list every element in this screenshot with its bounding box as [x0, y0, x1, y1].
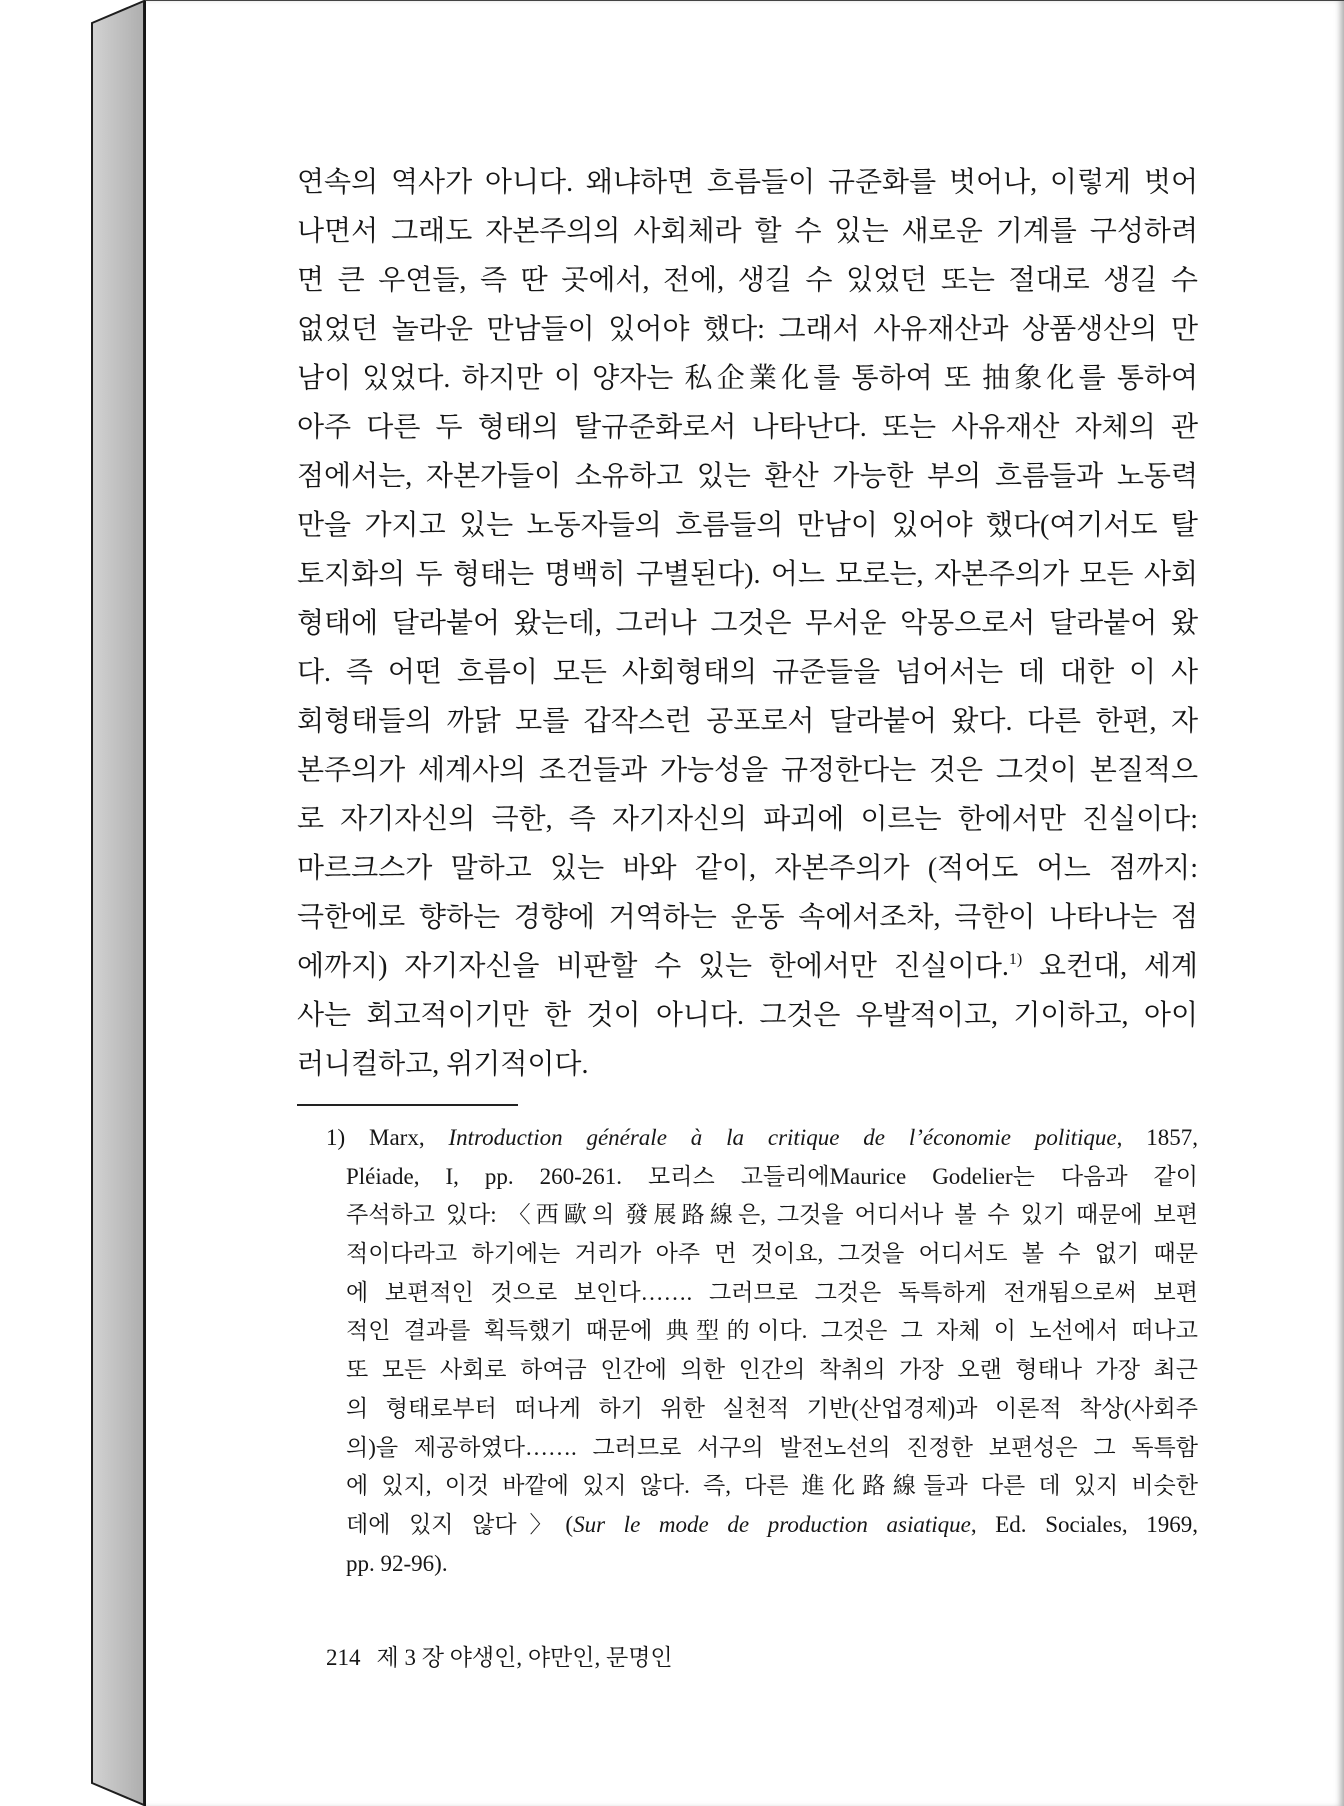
footnote-number: 1) — [326, 1125, 346, 1150]
page-number: 214 — [326, 1645, 361, 1670]
body-line: 점에서는, 자본가들이 소유하고 있는 환산 가능한 부의 흐름들과 노동력 — [297, 461, 1198, 492]
footnote-reference: 1) — [1008, 951, 1023, 968]
footnote — [326, 1119, 1198, 1583]
book-page — [144, 0, 1344, 1806]
footnote-line: 적인 결과를 획득했기 때문에 典型的이다. 그것은 그 자체 이 노선에서 떠나고 — [346, 1318, 1198, 1344]
body-line: 회형태들의 까닭 모를 갑작스런 공포로서 달라붙어 왔다. 다른 한편, 자 — [297, 706, 1198, 737]
footnote-line: 에 보편적인 것으로 보인다……. 그러므로 그것은 독특하게 전개됨으로써 보편 — [346, 1279, 1198, 1305]
body-line: 본주의가 세계사의 조건들과 가능성을 규정한다는 것은 그것이 본질적으 — [297, 755, 1198, 786]
body-line: 로 자기자신의 극한, 즉 자기자신의 파괴에 이르는 한에서만 진실이다: — [297, 804, 1198, 835]
footnote-line: 적이다라고 하기에는 거리가 아주 먼 것이요, 그것을 어디서도 볼 수 없기 때문 — [346, 1241, 1198, 1267]
footnote-text: , Ed. Sociales, 1969, — [970, 1511, 1198, 1537]
body-line: 토지화의 두 형태는 명백히 구별된다). 어느 모로는, 자본주의가 모든 사회 — [297, 559, 1198, 590]
body-line: 만을 가지고 있는 노동자들의 흐름들의 만남이 있어야 했다(여기서도 탈 — [297, 510, 1198, 541]
footnote-line: pp. 92-96). — [346, 1550, 448, 1576]
body-line: 다. 즉 어떤 흐름이 모든 사회형태의 규준들을 넘어서는 데 대한 이 사 — [297, 657, 1198, 688]
body-line: 없었던 놀라운 만남들이 있어야 했다: 그래서 사유재산과 상품생산의 만 — [297, 314, 1198, 345]
footnote-text: , 1857, — [1116, 1125, 1198, 1150]
body-line: 남이 있었다. 하지만 이 양자는 私企業化를 통하여 또 抽象化를 통하여 — [297, 363, 1198, 394]
footnote-line — [326, 1119, 1198, 1158]
footnote-text: 데에 있지 않다〉( — [346, 1511, 574, 1537]
footnote-line: 의 형태로부터 떠나게 하기 위한 실천적 기반(산업경제)과 이론적 착상(사회주 — [346, 1395, 1198, 1421]
body-line-text: 에까지) 자기자신을 비판할 수 있는 한에서만 진실이다. — [297, 951, 1009, 982]
body-line: 연속의 역사가 아니다. 왜냐하면 흐름들이 규준화를 벗어나, 이렇게 벗어 — [297, 167, 1198, 198]
body-line: 나면서 그래도 자본주의의 사회체라 할 수 있는 새로운 기계를 구성하려 — [297, 216, 1198, 247]
body-line: 면 큰 우연들, 즉 딴 곳에서, 전에, 생길 수 있었던 또는 절대로 생길 수 — [297, 265, 1198, 296]
body-line: 마르크스가 말하고 있는 바와 같이, 자본주의가 (적어도 어느 점까지: — [297, 853, 1198, 884]
footnote-line: 의)을 제공하였다……. 그러므로 서구의 발전노선의 진정한 보편성은 그 독특함 — [346, 1434, 1198, 1460]
page-footer — [326, 1643, 673, 1673]
footnote-title-italic: Introduction générale à la critique de l’économie politique — [448, 1125, 1117, 1150]
body-line-text: 요컨대, 세계 — [1022, 951, 1198, 982]
book-spine — [0, 0, 146, 1806]
footnote-separator — [297, 1104, 518, 1106]
body-line-with-note-ref — [297, 942, 1198, 991]
book-spine-shape — [92, 1, 144, 1805]
footnote-line: Pléiade, I, pp. 260-261. 모리스 고들리에Maurice Godelier는 다음과 같이 — [346, 1163, 1198, 1189]
body-line: 극한에로 향하는 경향에 거역하는 운동 속에서조차, 극한이 나타나는 점 — [297, 902, 1198, 933]
body-line: 형태에 달라붙어 왔는데, 그러나 그것은 무서운 악몽으로서 달라붙어 왔 — [297, 608, 1198, 639]
body-line: 러니컬하고, 위기적이다. — [297, 1049, 589, 1080]
footnote-line: 에 있지, 이것 바깥에 있지 않다. 즉, 다른 進化路線들과 다른 데 있지 비슷한 — [346, 1473, 1198, 1499]
footnote-text: Marx, — [345, 1125, 449, 1150]
body-line: 사는 회고적이기만 한 것이 아니다. 그것은 우발적이고, 기이하고, 아이 — [297, 1000, 1198, 1031]
footnote-line: 주석하고 있다: 〈西歐의 發展路線은, 그것을 어디서나 볼 수 있기 때문에 보편 — [346, 1202, 1198, 1228]
footnote-title-italic: Sur le mode de production asiatique — [573, 1511, 971, 1537]
running-chapter-title: 제 3 장 야생인, 야만인, 문명인 — [376, 1645, 673, 1670]
body-paragraph — [297, 158, 1198, 1089]
footnote-line: 또 모든 사회로 하여금 인간에 의한 인간의 착취의 가장 오랜 형태나 가장 최근 — [346, 1357, 1198, 1383]
footnote-line — [346, 1506, 1198, 1545]
body-line: 아주 다른 두 형태의 탈규준화로서 나타난다. 또는 사유재산 자체의 관 — [297, 412, 1198, 443]
